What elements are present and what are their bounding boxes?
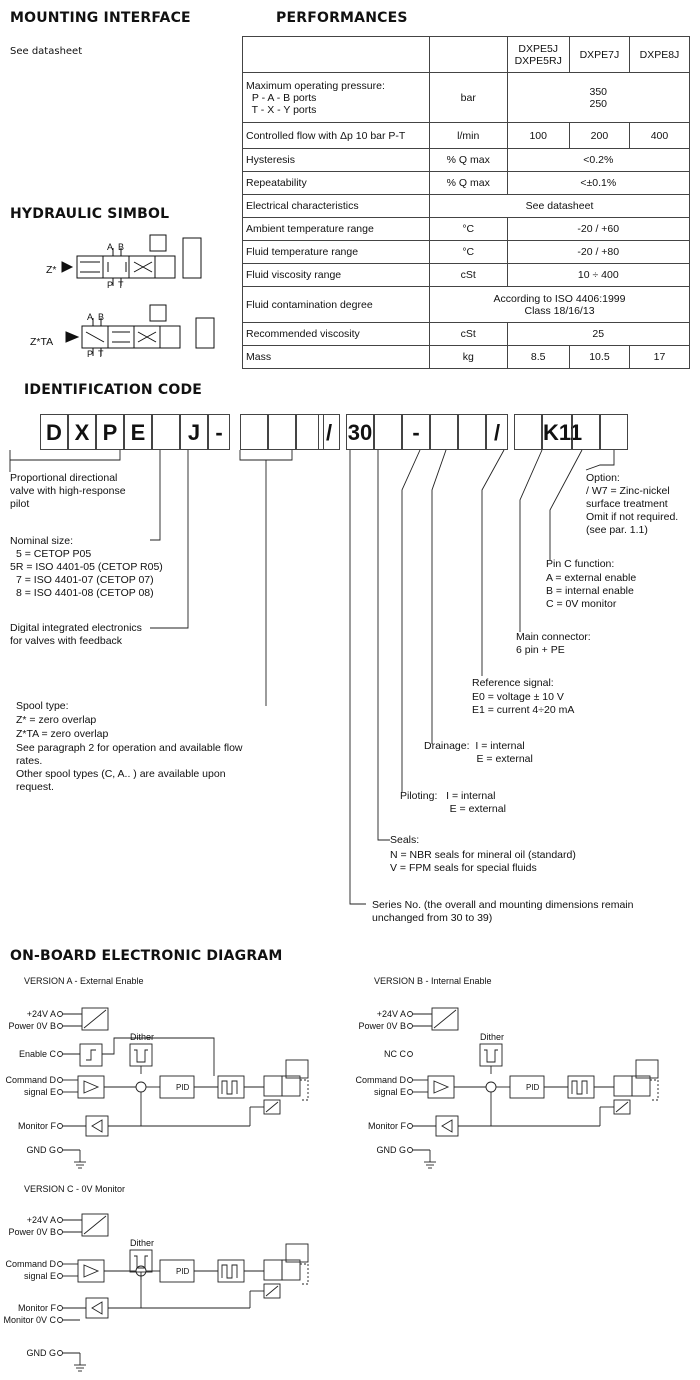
row-value: 350 250 xyxy=(507,73,689,123)
row-value-7: 200 xyxy=(569,123,629,149)
pin-label: +24V A xyxy=(26,1215,56,1225)
pin-label: Monitor F xyxy=(17,1121,56,1131)
desc-pinc-title: Pin C function: xyxy=(546,558,615,570)
row-label: Mass xyxy=(243,346,430,369)
row-value: -20 / +80 xyxy=(507,241,689,264)
row-unit: % Q max xyxy=(430,172,508,195)
pin-label: GND G xyxy=(376,1145,406,1155)
dither-block xyxy=(480,1044,502,1066)
valve-solenoid xyxy=(264,1076,282,1096)
version-b-title: VERSION B - Internal Enable xyxy=(374,976,492,986)
pin-label: Monitor F xyxy=(367,1121,406,1131)
code-box xyxy=(374,414,402,450)
desc-pilot: Proportional directional valve with high-response pilot xyxy=(10,472,126,510)
valve-top xyxy=(636,1060,658,1078)
desc-reference-title: Reference signal: xyxy=(472,677,554,689)
pid-label: PID xyxy=(526,1083,540,1092)
code-box xyxy=(152,414,180,450)
pin-label: GND G xyxy=(26,1145,56,1155)
row-value-8: 400 xyxy=(629,123,689,149)
pin-label: Monitor F xyxy=(17,1303,56,1313)
pin-label: +24V A xyxy=(376,1009,406,1019)
desc-reference-e1: E1 = current 4÷20 mA xyxy=(472,704,575,716)
code-box xyxy=(572,414,600,450)
row-label: Maximum operating pressure: P - A - B ports T - X - Y ports xyxy=(243,73,430,123)
valve-solenoid xyxy=(614,1076,632,1096)
port-b: B xyxy=(98,312,105,322)
desc-nominal-7: 7 = ISO 4401-07 (CETOP 07) xyxy=(16,574,154,586)
dither-block xyxy=(130,1250,152,1272)
valve-spool xyxy=(282,1260,300,1280)
row-label: Electrical characteristics xyxy=(243,195,430,218)
version-c-title: VERSION C - 0V Monitor xyxy=(24,1184,126,1194)
code-box: - xyxy=(402,414,430,450)
row-value: <±0.1% xyxy=(507,172,689,195)
pin-label: NC C xyxy=(384,1049,406,1059)
row-value-8: 17 xyxy=(629,346,689,369)
zta-label: Z*TA xyxy=(30,336,54,348)
diagram-c xyxy=(0,1208,340,1378)
row-value-7: 10.5 xyxy=(569,346,629,369)
pin-label: +24V A xyxy=(26,1009,56,1019)
port-t: T xyxy=(118,280,124,290)
desc-reference-e0: E0 = voltage ± 10 V xyxy=(472,691,564,703)
pin-label: Enable C xyxy=(18,1049,56,1059)
port-b: B xyxy=(118,242,125,252)
hydraulic-title: HYDRAULIC SIMBOL xyxy=(10,206,170,222)
desc-nominal-8: 8 = ISO 4401-08 (CETOP 08) xyxy=(16,587,154,599)
row-unit: cSt xyxy=(430,323,508,346)
valve-spool xyxy=(632,1076,650,1096)
pin-label: signal E xyxy=(23,1087,56,1097)
header-dxpe7j: DXPE7J xyxy=(569,37,629,73)
dither-label: Dither xyxy=(130,1238,155,1248)
port-a: A xyxy=(107,242,114,252)
row-label: Controlled flow with Δp 10 bar P-T xyxy=(243,123,430,149)
desc-option-text: / W7 = Zinc-nickel surface treatment Omit if not required. (see par. 1.1) xyxy=(586,485,679,536)
header-dxpe8j: DXPE8J xyxy=(629,37,689,73)
row-label: Recommended viscosity xyxy=(243,323,430,346)
code-box: J xyxy=(180,414,208,450)
port-p: P xyxy=(107,280,114,290)
mounting-title: MOUNTING INTERFACE xyxy=(10,10,191,26)
code-box: X xyxy=(68,414,96,450)
valve-spool xyxy=(282,1076,300,1096)
row-label: Fluid temperature range xyxy=(243,241,430,264)
desc-spool-z: Z* = zero overlap xyxy=(16,714,97,726)
pin-label: Power 0V B xyxy=(8,1227,56,1237)
row-unit: kg xyxy=(430,346,508,369)
valve-top xyxy=(286,1060,308,1078)
pid-label: PID xyxy=(176,1267,190,1276)
row-value: 25 xyxy=(507,323,689,346)
code-box: P xyxy=(96,414,124,450)
electronic-title: ON-BOARD ELECTRONIC DIAGRAM xyxy=(10,948,283,964)
pin-label: Command D xyxy=(5,1259,56,1269)
desc-series: Series No. (the overall and mounting dimensions remain unchanged from 30 to 39) xyxy=(372,899,634,924)
desc-pinc-a: A = external enable xyxy=(546,572,637,584)
mounting-text: See datasheet xyxy=(10,46,83,57)
row-unit: °C xyxy=(430,218,508,241)
port-t: T xyxy=(98,349,104,359)
port-p: P xyxy=(87,349,94,359)
pin-label: Power 0V B xyxy=(8,1021,56,1031)
desc-spool-note: See paragraph 2 for operation and available flow rates. Other spool types (C, A.. ) are available upon request. xyxy=(16,742,243,793)
diagram-b xyxy=(350,1002,690,1172)
row-value: 10 ÷ 400 xyxy=(507,264,689,287)
desc-spool-title: Spool type: xyxy=(16,700,69,712)
code-box xyxy=(600,414,628,450)
desc-pinc-c: C = 0V monitor xyxy=(546,598,617,610)
desc-seals-title: Seals: xyxy=(390,834,420,846)
port-a: A xyxy=(87,312,94,322)
desc-seals-v: V = FPM seals for special fluids xyxy=(390,862,537,874)
pin-label: Command D xyxy=(355,1075,406,1085)
row-label: Fluid viscosity range xyxy=(243,264,430,287)
code-box: 30 xyxy=(346,414,374,450)
pin-label: Power 0V B xyxy=(358,1021,406,1031)
code-box: K11 xyxy=(542,414,572,450)
sum-node xyxy=(136,1082,146,1092)
amp-block xyxy=(78,1076,104,1098)
row-label: Repeatability xyxy=(243,172,430,195)
desc-pinc-b: B = internal enable xyxy=(546,585,634,597)
diagram-a xyxy=(0,1002,340,1172)
pin-label: Monitor 0V C xyxy=(3,1315,56,1325)
row-value: According to ISO 4406:1999 Class 18/16/13 xyxy=(430,287,690,323)
version-a-title: VERSION A - External Enable xyxy=(24,976,144,986)
code-box xyxy=(514,414,542,450)
monitor-buffer xyxy=(86,1298,108,1318)
dither-block xyxy=(130,1044,152,1066)
desc-spool-zta: Z*TA = zero overlap xyxy=(16,728,109,740)
valve-top xyxy=(286,1244,308,1262)
code-box: D xyxy=(40,414,68,450)
dither-label: Dither xyxy=(130,1032,155,1042)
desc-nominal-5: 5 = CETOP P05 xyxy=(16,548,92,560)
monitor-buffer xyxy=(86,1116,108,1136)
code-box: / xyxy=(486,414,508,450)
z-label: Z* xyxy=(46,264,57,276)
desc-seals-n: N = NBR seals for mineral oil (standard) xyxy=(390,849,576,861)
desc-connector: Main connector: 6 pin + PE xyxy=(516,631,591,656)
pin-label: signal E xyxy=(23,1271,56,1281)
pin-label: Command D xyxy=(5,1075,56,1085)
row-value-5: 8.5 xyxy=(507,346,569,369)
row-unit: l/min xyxy=(430,123,508,149)
dither-label: Dither xyxy=(480,1032,505,1042)
desc-drainage: Drainage: I = internal E = external xyxy=(424,740,533,765)
row-unit: bar xyxy=(430,73,508,123)
amp-block xyxy=(428,1076,454,1098)
row-unit: cSt xyxy=(430,264,508,287)
pin-label: GND G xyxy=(26,1348,56,1358)
desc-nominal-title: Nominal size: xyxy=(10,535,74,547)
row-label: Hysteresis xyxy=(243,149,430,172)
pin-label: signal E xyxy=(373,1087,406,1097)
row-value-5: 100 xyxy=(507,123,569,149)
row-unit: °C xyxy=(430,241,508,264)
row-label: Fluid contamination degree xyxy=(243,287,430,323)
code-box: / xyxy=(318,414,340,450)
code-box xyxy=(240,414,268,450)
valve-solenoid xyxy=(264,1260,282,1280)
desc-nominal-5r: 5R = ISO 4401-05 (CETOP R05) xyxy=(10,561,163,573)
code-box: E xyxy=(124,414,152,450)
desc-option-title: Option: xyxy=(586,472,620,484)
code-box xyxy=(268,414,296,450)
monitor-buffer xyxy=(436,1116,458,1136)
amp-block xyxy=(78,1260,104,1282)
desc-electronics: Digital integrated electronics for valves with feedback xyxy=(10,622,142,647)
row-value: -20 / +60 xyxy=(507,218,689,241)
row-value: <0.2% xyxy=(507,149,689,172)
desc-piloting: Piloting: I = internal E = external xyxy=(400,790,506,815)
row-label: Ambient temperature range xyxy=(243,218,430,241)
code-box: - xyxy=(208,414,230,450)
row-value: See datasheet xyxy=(430,195,690,218)
sum-node xyxy=(486,1082,496,1092)
ident-title: IDENTIFICATION CODE xyxy=(24,382,203,398)
pid-label: PID xyxy=(176,1083,190,1092)
code-box xyxy=(458,414,486,450)
header-dxpe5j: DXPE5J DXPE5RJ xyxy=(507,37,569,73)
row-unit: % Q max xyxy=(430,149,508,172)
performances-title: PERFORMANCES xyxy=(276,10,408,26)
performances-table xyxy=(242,36,690,369)
code-box xyxy=(430,414,458,450)
